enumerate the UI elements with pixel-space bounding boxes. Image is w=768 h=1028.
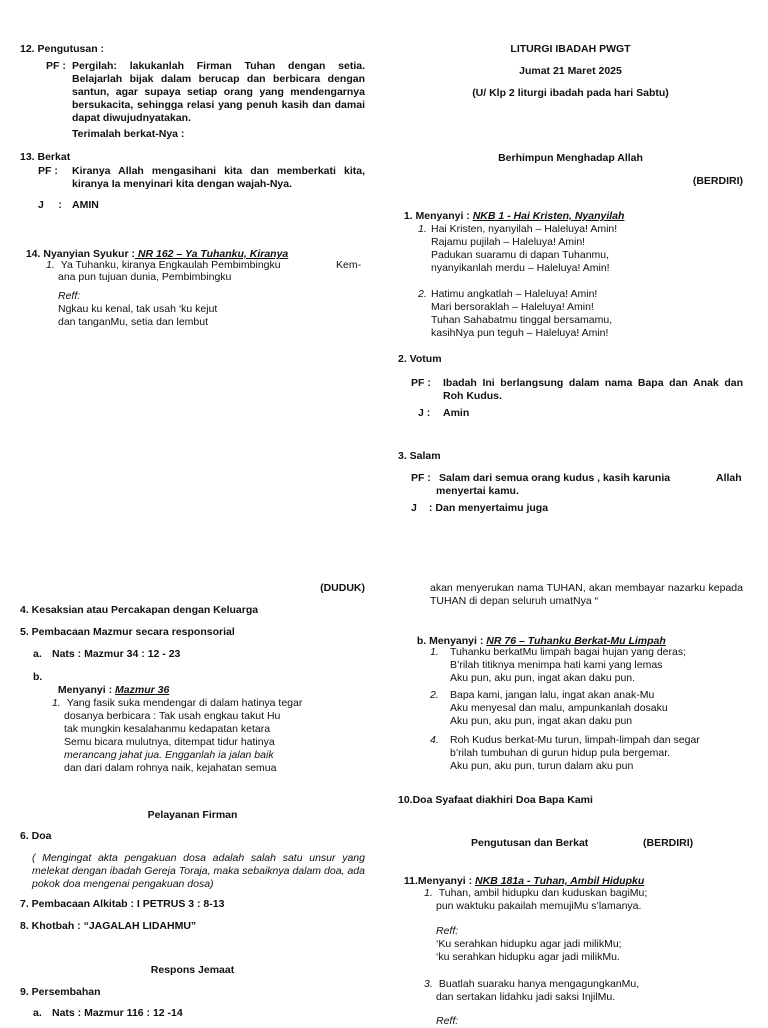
nyanyian-heading: 14. Nyanyian Syukur : [25,248,135,260]
salam-pf-text-cont: menyertai kamu. [436,485,519,497]
document-date: Jumat 21 Maret 2025 [519,65,622,77]
votum-j-text: Amin [443,407,470,419]
salam-j-label: J [411,502,417,514]
verse-number: 1. [52,697,61,709]
item-9a-label: a. [33,1007,42,1019]
verse-line: Roh Kudus berkat-Mu turun, limpah-limpah dan segar [450,734,700,746]
verse-number: 1. [424,887,433,899]
verse-line: kasihNya pun teguh – Haleluya! Amin! [431,327,609,339]
j-text: AMIN [72,199,99,211]
votum-pf-label: PF : [411,377,431,389]
doa-heading: 6. Doa [20,830,52,842]
menyanyi-song: Mazmur 36 [115,684,170,696]
verse-number: 1. [418,223,427,235]
votum-heading: 2. Votum [398,353,442,365]
verse-line: Padukan suaramu di dapan Tuhanmu, [431,249,610,261]
item-9: 9. Persembahan [20,986,101,998]
menyanyi-b [411,622,666,648]
document-title: LITURGI IBADAH PWGT [510,43,631,55]
verse-line: Mari bersoraklah – Haleluya! Amin! [431,301,594,313]
section-heading: Berhimpun Menghadap Allah [498,152,643,164]
reff-line: ‘ku serahkan hidupku agar jadi milikMu. [436,951,620,963]
terimalah-text: Terimalah berkat-Nya : [72,128,185,140]
verse-line: Hatimu angkatlah – Haleluya! Amin! [431,288,598,300]
verse-line: Rajamu pujilah – Haleluya! Amin! [431,236,586,248]
verse-line: Aku pun, aku pun, ingat akan daku pun. [450,672,636,684]
menyanyi-heading: 1. Menyanyi : [403,210,470,222]
j-label: J : [38,199,62,211]
verse-number: 2. [430,689,439,701]
verse-line: pun waktuku pakailah memujiMu s’lamanya. [436,900,642,912]
verse-line: B’rilah titiknya menimpa hati kami yang lemas [450,659,663,671]
votum-pf-text: Ibadah Ini berlangsung dalam nama Bapa dan Anak dan Roh Kudus. [443,377,743,402]
verse-line: b’rilah tumbuhan di gurun hidup pula bergemar. [450,747,671,759]
verse-line: Tuhan Sahabatmu tinggal bersamamu, [431,314,613,326]
salam-heading: 3. Salam [398,450,441,462]
posture-note: (BERDIRI) [643,837,694,849]
nats-text: Nats : Mazmur 34 : 12 - 23 [52,648,181,660]
verse-line: Buatlah suaraku hanya mengagungkanMu, [436,978,640,990]
verse-line: Semu bicara mulutnya, ditempat tidur hatinya [64,736,275,748]
nats-label: a. [33,648,42,660]
nyanyian-song: NR 162 – Ya Tuhanku, Kiranya [134,248,289,260]
menyanyi-mazmur [52,671,169,697]
reff-label: Reff: [436,925,459,937]
verse-line: Tuhanku berkatMu limpah bagai hujan yang deras; [450,646,687,658]
reff-line: ‘Ku serahkan hidupku agar jadi milikMu; [436,938,622,950]
berkat-pf-text: Kiranya Allah mengasihani kita dan memberkati kita, kiranya Ia menyinari kita dengan wajah-Nya. [72,165,365,190]
verse-line: tak mungkin kesalahanmu kedapatan ketara [64,723,271,735]
verse-line: dosanya berbicara : Tak usah engkau takut Hu [64,710,281,722]
verse-line: dan dari dalam rohnya naik, kejahatan semua [64,762,277,774]
item-9a-text: Nats : Mazmur 116 : 12 -14 [52,1007,183,1019]
verse-line: Hai Kristen, nyanyilah – Haleluya! Amin! [431,223,618,235]
verse-line: nyanyikanlah merdu – Haleluya! Amin! [431,262,610,274]
menyanyi-11 [398,862,644,888]
verse-number: 1. [46,259,55,271]
doa-text: ( Mengingat akta pengakuan dosa adalah salah satu unsur yang melekat dengan ibadah Gereja Toraja, maka sebaiknya dalam doa, ada pokok doa mengenai pengakuan dosa) [32,852,365,890]
verse-number: 1. [430,646,439,658]
reff-line: Ngkau ku kenal, tak usah ‘ku kejut [58,303,218,315]
reff-label: Reff: [58,290,81,302]
salam-pf-text: Salam dari semua orang kudus , kasih karunia [439,472,671,484]
nyanyian-syukur [20,235,288,261]
verse-line: Aku pun, aku pun, turun dalam aku pun [450,760,634,772]
menyanyi-1 [398,197,624,223]
menyanyi-label: b. [33,671,43,683]
salam-j-text: : Dan menyertaimu juga [429,502,549,514]
berkat-pf-label: PF : [38,165,58,177]
section-heading: Pelayanan Firman [147,809,238,821]
menyanyi-text: Menyanyi : [57,684,113,696]
menyanyi-song: NR 76 – Tuhanku Berkat-Mu Limpah [486,635,666,647]
verse-line: Tuhan, ambil hidupku dan kuduskan bagiMu; [436,887,648,899]
section-heading: Respons Jemaat [150,964,235,976]
menyanyi-song: NKB 181a - Tuhan, Ambil Hidupku [475,875,645,887]
item-8: 8. Khotbah : “JAGALAH LIDAHMU” [20,920,197,932]
section-heading: Pengutusan dan Berkat [471,837,589,849]
berkat-heading: 13. Berkat [20,151,71,163]
item-5: 5. Pembacaan Mazmur secara responsorial [20,626,235,638]
verse-line: Aku pun, aku pun, ingat akan daku pun [450,715,633,727]
verse-line: Yang fasik suka mendengar di dalam hatinya tegar [64,697,303,709]
doa-syafaat: 10.Doa Syafaat diakhiri Doa Bapa Kami [398,794,593,806]
verse-line-end: Kem- [336,259,362,271]
pf-text: Pergilah: lakukanlah Firman Tuhan dengan setia. Belajarlah bijak dalam berucap dan berbicara dengan santun, agar supaya setiap orang yang mendengarnya bersukacita, sehingga relasi yang penuh kasih dan damai dapat diwujudnyatakan. [72,60,365,124]
pengutusan-heading: 12. Pengutusan : [20,43,105,55]
posture-note: (BERDIRI) [692,175,743,187]
verse-number: 3. [424,978,433,990]
pf-label: PF : [46,60,66,72]
verse-line: ana pun tujuan dunia, Pembimbingku [58,271,232,283]
document-subtitle: (U/ Klp 2 liturgi ibadah pada hari Sabtu) [472,87,669,99]
votum-j-label: J : [418,407,431,419]
posture-note: (DUDUK) [320,582,365,594]
verse-line: dan sertakan lidahku jadi saksi InjilMu. [436,991,616,1003]
reff-label: Reff: [436,1015,459,1027]
item-4: 4. Kesaksian atau Percakapan dengan Keluarga [20,604,259,616]
verse-line: Ya Tuhanku, kiranya Engkaulah Pembimbingku [58,259,281,271]
item-7: 7. Pembacaan Alkitab : I PETRUS 3 : 8-13 [20,898,225,910]
continued-text: akan menyerukan nama TUHAN, akan membayar nazarku kepada TUHAN di depan seluruh umatNya “ [430,582,743,607]
menyanyi-song: NKB 1 - Hai Kristen, Nyanyilah [472,210,625,222]
reff-line: dan tanganMu, setia dan lembut [58,316,209,328]
menyanyi-heading: 11.Menyanyi : [403,875,473,887]
verse-number: 4. [430,734,439,746]
verse-number: 2. [418,288,427,300]
salam-pf-label: PF : [411,472,431,484]
menyanyi-heading: b. Menyanyi : [416,635,484,647]
salam-pf-text-end: Allah [716,472,742,484]
verse-line: Aku menyesal dan malu, ampunkanlah dosaku [450,702,668,714]
verse-line: Bapa kami, jangan lalu, ingat akan anak-Mu [450,689,655,701]
verse-line: merancang jahat jua. Engganlah ia jalan baik [64,749,274,761]
